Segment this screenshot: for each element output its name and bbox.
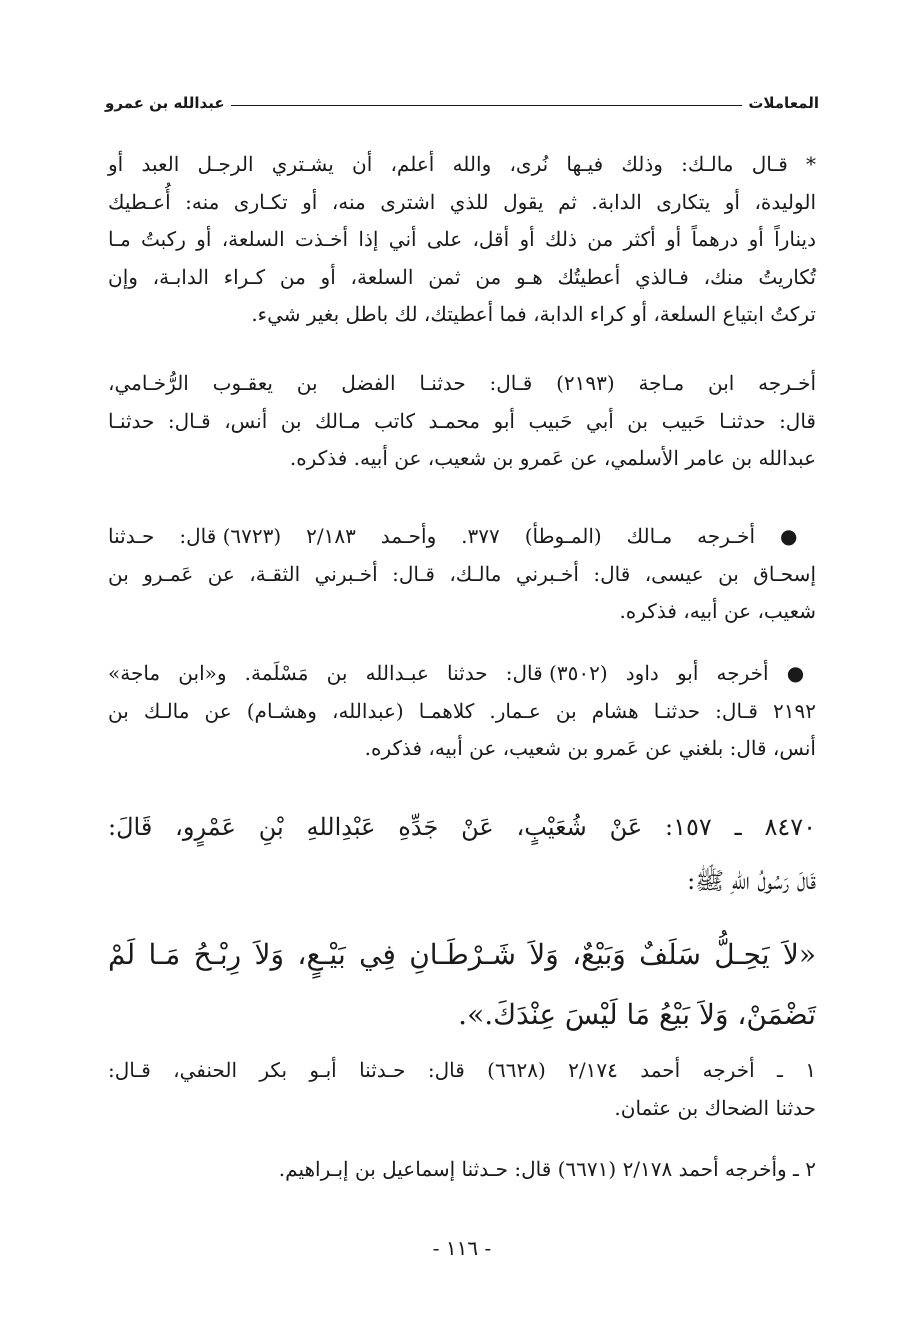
text-line: قال: حدثنـا حَبيب بن أبي حَبيب أبو محمـد كاتب مـالك بن أنس، قـال: حدثنـا	[108, 408, 816, 433]
text-line: ● أخرجه أبو داود (٣٥٠٢) قال: حدثنا عبـدالله بن مَسْلَمة. و«ابن ماجة»	[108, 661, 816, 685]
abu-dawud-citation-paragraph	[108, 655, 816, 768]
text-line: * قـال مالـك: وذلك فيـها نُرى، والله أعلم، أن يشـتري الرجـل العبد أو	[108, 152, 816, 176]
hadith-isnad	[108, 800, 816, 908]
text-line: تَضْمَنْ، وَلاَ بَيْعُ مَا لَيْسَ عِنْدَكَ.».	[458, 998, 816, 1031]
text-line: الوليدة، أو يتكارى الدابة. ثم يقول للذي اشترى منه، أو تكـارى منه: أُعـطيك	[108, 189, 816, 214]
malik-commentary-paragraph	[108, 146, 816, 334]
text-line: ١ ـ أخرجه أحمد ٢/١٧٤ (٦٦٢٨) قال: حـدثنا أبـو بكر الحنفي، قـال:	[108, 1058, 816, 1082]
footnote-1	[108, 1052, 816, 1127]
text-line: عبدالله بن عامر الأسلمي، عن عَمرو بن شعيب، عن أبيه. فذكره.	[289, 446, 816, 470]
text-line: إسحـاق بن عيسى، قال: أخـبرني مالـك، قـال: أخـبرني الثقـة، عن عَمـرو بن	[108, 561, 816, 586]
text-line: حدثنا الضحاك بن عثمان.	[614, 1095, 816, 1120]
narrator-title: عبدالله بن عمرو	[105, 94, 225, 112]
hadith-text	[108, 925, 816, 1045]
running-header	[105, 88, 819, 112]
text-line: تُكاريتُ منك، فـالذي أعطيتُك هـو من ثمن السلعة، أو من كـراء الدابـة، وإن	[108, 264, 816, 289]
text-line: شعيب، عن أبيه، فذكره.	[619, 599, 816, 623]
text-line: ٢١٩٢ قـال: حدثنـا هشام بن عـمار. كلاهمـا (عبدالله، وهشـام) عن مالـك بن	[108, 698, 816, 723]
section-title: المعاملات	[748, 94, 819, 112]
page-number: - ١١٦ -	[432, 1236, 492, 1260]
text-line: ديناراً أو درهماً أو أكثر من ذلك أو أقل، على أني إذا أخـذت السلعة، أو ركبتُ مـا	[108, 227, 816, 251]
text-line: تركتُ ابتياع السلعة، أو كراء الدابة، فما أعطيتك، لك باطل بغير شيء.	[251, 302, 816, 326]
header-rule	[231, 105, 743, 106]
ibn-majah-citation-paragraph	[108, 365, 816, 478]
text-line: ٢ ـ وأخرجه أحمد ٢/١٧٨ (٦٦٧١) قال: حـدثنا إسماعيل بن إبـراهيم.	[278, 1157, 816, 1181]
text-line: ● أخـرجه مـالك (المـوطأ) ٣٧٧. وأحـمد ٢/١٨٣ (٦٧٢٣) قال: حـدثنا	[108, 524, 817, 548]
footnote-2	[108, 1151, 816, 1189]
text-line: «لاَ يَحِـلُّ سَلَفٌ وَبَيْعٌ، وَلاَ شَـرْطَـانِ فِي بَيْـعٍ، وَلاَ رِبْـحُ مَـا لَمْ	[108, 938, 816, 971]
muwatta-citation-paragraph	[108, 518, 816, 631]
text-line: أنس، قال: بلغني عن عَمرو بن شعيب، عن أبيه، فذكره.	[364, 736, 816, 760]
text-line: قَالَ رَسُولُ اللهِ ﷺ:	[687, 867, 816, 895]
text-line: أخـرجه ابن مـاجة (٢١٩٣) قـال: حدثنـا الفضل بن يعقـوب الرُّخـامي،	[108, 371, 817, 395]
text-line: ٨٤٧٠ ـ ١٥٧: عَنْ شُعَيْبٍ، عَنْ جَدِّهِ عَبْدِاللهِ بْنِ عَمْرٍو، قَالَ:	[108, 813, 817, 841]
